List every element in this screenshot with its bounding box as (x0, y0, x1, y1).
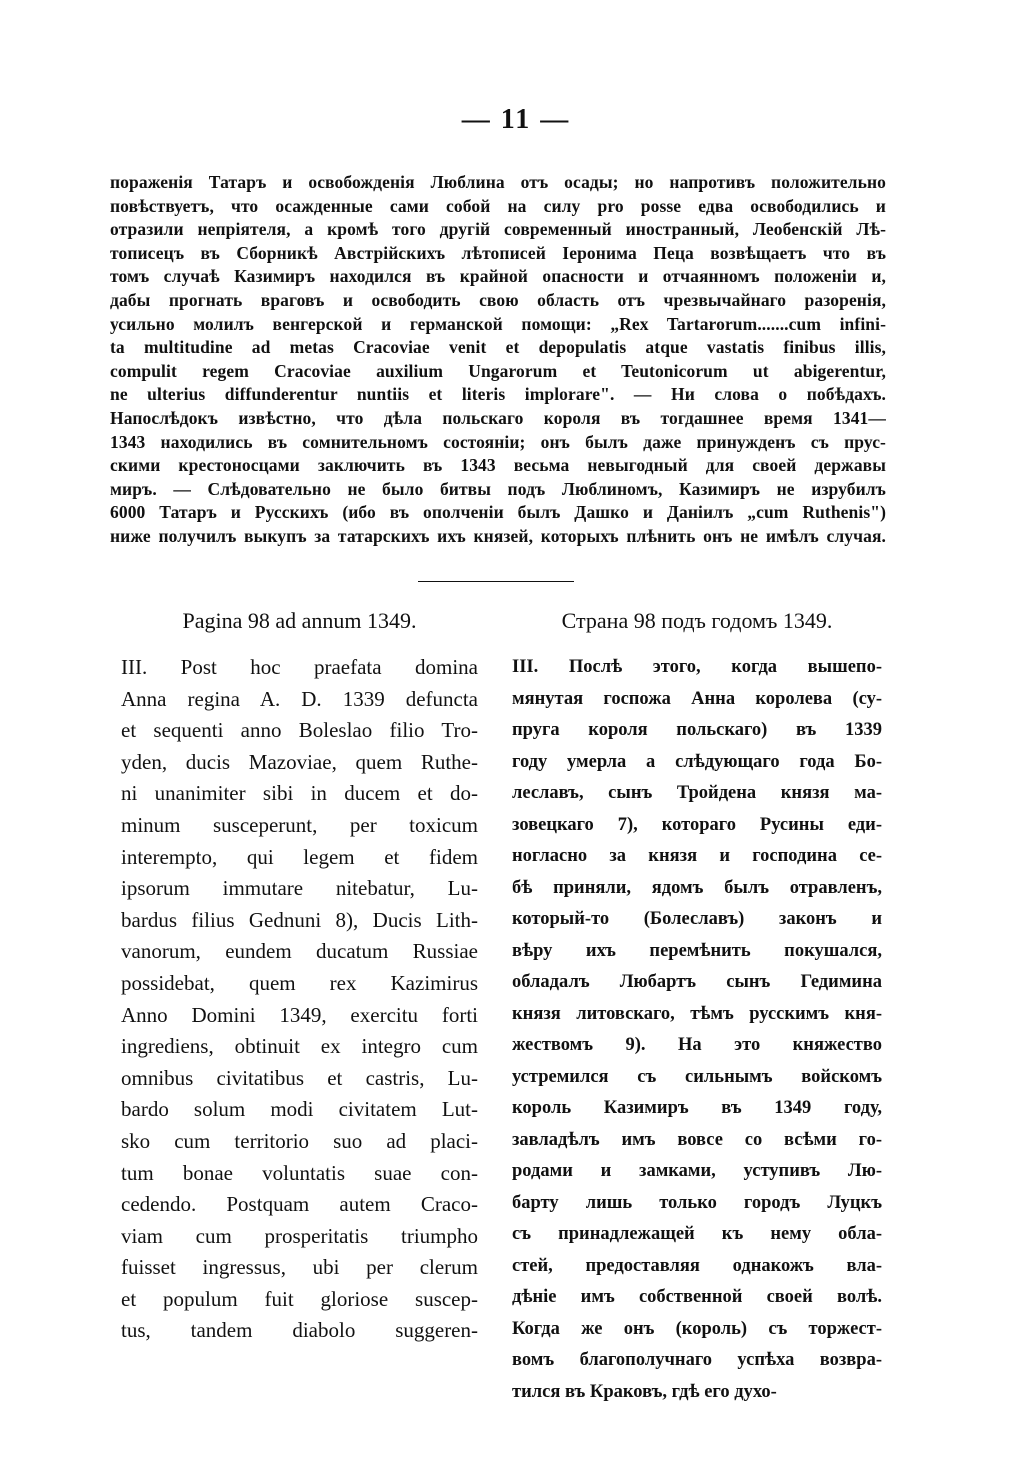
latin-text-line: ni unanimiter sibi in ducem et do- (121, 781, 478, 806)
russian-text-line: вѣру ихъ перемѣнить покушался, (512, 940, 882, 961)
russian-text-line: съ принадлежащей къ нему обла- (512, 1224, 882, 1244)
latin-text-line: et populum fuit gloriose suscep- (121, 1286, 478, 1311)
latin-text-line: bardo solum modi civitatem Lut- (121, 1097, 478, 1122)
latin-text-line: cedendo. Postquam autem Craco- (121, 1192, 478, 1217)
text-line: compulit regem Cracoviae auxilium Ungarorum et Teutonicorum ut abigerentur, (110, 360, 886, 381)
russian-text-line: устремился съ сильнымъ войскомъ (512, 1066, 882, 1087)
text-line: повѣствуетъ, что осажденные сами собой на силу pro posse едва освободились и (110, 195, 886, 216)
latin-text-line: bardus filius Gednuni 8), Ducis Lith- (121, 907, 478, 932)
latin-text-line: tum bonae voluntatis suae con- (121, 1160, 478, 1185)
latin-text-line: fuisset ingressus, ubi per clerum (121, 1255, 478, 1280)
russian-text-line: пруга короля польскаго) въ 1339 (512, 720, 882, 740)
text-line: отразили непріятеля, а кромѣ того другій современный иностранный, Леобенскій Лѣ- (110, 219, 886, 240)
russian-text-line: леславъ, сынъ Тройдена князя ма- (512, 783, 882, 803)
russian-text-line: году умерла а слѣдующаго года Бо- (512, 751, 882, 772)
page-number: — 11 — (461, 104, 571, 135)
latin-text-line: viam cum prosperitatis triumpho (121, 1223, 478, 1248)
text-line: ta multitudine ad metas Cracoviae venit et depopulatis atque vastatis finibus illis, (110, 337, 886, 358)
text-line: тописецъ въ Сборникѣ Австрійскихъ лѣтописей Іеронима Пеца возвѣщаетъ что въ (110, 242, 886, 263)
russian-text-line: князя литовскаго, тѣмъ русскимъ кня- (512, 1003, 882, 1024)
text-line: Напослѣдокъ извѣстно, что дѣла польскаго короля въ тогдашнее время 1341— (110, 407, 886, 428)
latin-text-line: Anno Domini 1349, exercitu forti (121, 1002, 478, 1027)
section-divider (418, 581, 574, 582)
latin-text-line: minum susceperunt, per toxicum (121, 812, 478, 837)
russian-text-line: ногласно за князя и господина се- (512, 846, 882, 866)
latin-column-heading: Pagina 98 ad annum 1349. (182, 608, 417, 633)
text-line: миръ. — Слѣдовательно не было битвы подъ Люблиномъ, Казимиръ не изрубилъ (110, 478, 886, 499)
russian-text-line: завладѣлъ имъ вовсе со всѣми го- (512, 1129, 882, 1150)
russian-text-line: Когда же онъ (король) съ торжест- (512, 1318, 882, 1339)
latin-text-line: omnibus civitatibus et castris, Lu- (121, 1065, 478, 1090)
latin-text-line: vanorum, eundem ducatum Russiae (121, 939, 478, 964)
russian-text-line: обладалъ Любартъ сынъ Гедимина (512, 972, 882, 992)
text-line: дабы прогнать враговъ и освободить свою область отъ чрезвычайнаго разоренія, (110, 289, 886, 310)
text-line: пораженія Татаръ и освобожденія Люблина отъ осады; но напротивъ положительно (110, 172, 886, 192)
text-line: усильно молилъ венгерской и германской помощи: „Rex Tartarorum.......cum infini- (110, 313, 886, 334)
russian-text-line: вомъ благополучнаго успѣха возвра- (512, 1350, 882, 1370)
latin-column (121, 606, 478, 1347)
text-line: 6000 Татаръ и Русскихъ (ибо въ ополченіи былъ Дашко и Даніилъ „cum Ruthenis") (110, 502, 886, 523)
russian-text-line: жествомъ 9). На это княжество (512, 1035, 882, 1055)
russian-text-line: который-то (Болеславъ) законъ и (512, 909, 882, 929)
russian-text-line: тился въ Краковъ, гдѣ его духо- (512, 1381, 777, 1402)
text-line: 1343 находились въ сомнительномъ состояніи; онъ былъ даже принужденъ съ прус- (110, 431, 886, 452)
russian-column (512, 606, 882, 1408)
russian-text-line: мянутая госпожа Анна королева (су- (512, 688, 882, 709)
russian-text-line: бѣ приняли, ядомъ былъ отравленъ, (512, 877, 882, 898)
latin-column-text (121, 652, 478, 1347)
russian-text-line: родами и замками, уступивъ Лю- (512, 1161, 882, 1181)
russian-text-line: III. Послѣ этого, когда вышепо- (512, 657, 882, 677)
top-paragraph (110, 171, 886, 549)
russian-text-line: барту лишь только городъ Луцкъ (512, 1192, 882, 1213)
text-line: ne ulterius diffunderentur nuntiis et literis implorare". — Ни слова о побѣдахъ. (110, 384, 886, 405)
russian-column-text (512, 652, 882, 1408)
text-line: ниже получилъ выкупъ за татарскихъ ихъ князей, которыхъ плѣнить онъ не имѣлъ случая. (110, 525, 886, 546)
latin-text-line: Anna regina A. D. 1339 defuncta (121, 686, 478, 711)
russian-text-line: стей, предоставляя однакожъ вла- (512, 1255, 882, 1276)
latin-text-line: possidebat, quem rex Kazimirus (121, 970, 478, 995)
russian-text-line: дѣніе имъ собственной своей волѣ. (512, 1287, 882, 1307)
latin-text-line: interempto, qui legem et fidem (121, 844, 478, 869)
russian-text-line: зовецкаго 7), котораго Русины еди- (512, 814, 882, 835)
text-line: томъ случаѣ Казимиръ находился въ крайной опасности и отчаянномъ положеніи и, (110, 266, 886, 287)
russian-column-heading: Страна 98 подъ годомъ 1349. (561, 608, 833, 633)
latin-text-line: sko cum territorio suo ad placi- (121, 1128, 478, 1153)
latin-text-line: ingrediens, obtinuit ex integro cum (121, 1034, 478, 1059)
text-line: скими крестоносцами заключить въ 1343 весьма невыгодный для своей державы (110, 455, 886, 476)
latin-text-line: tus, tandem diabolo suggeren- (121, 1318, 478, 1343)
latin-text-line: yden, ducis Mazoviae, quem Ruthe- (121, 749, 478, 774)
latin-text-line: ipsorum immutare nitebatur, Lu- (121, 876, 478, 901)
latin-text-line: III. Post hoc praefata domina (121, 655, 478, 679)
latin-text-line: et sequenti anno Boleslao filio Tro- (121, 718, 478, 743)
russian-text-line: король Казимиръ въ 1349 году, (512, 1098, 882, 1118)
